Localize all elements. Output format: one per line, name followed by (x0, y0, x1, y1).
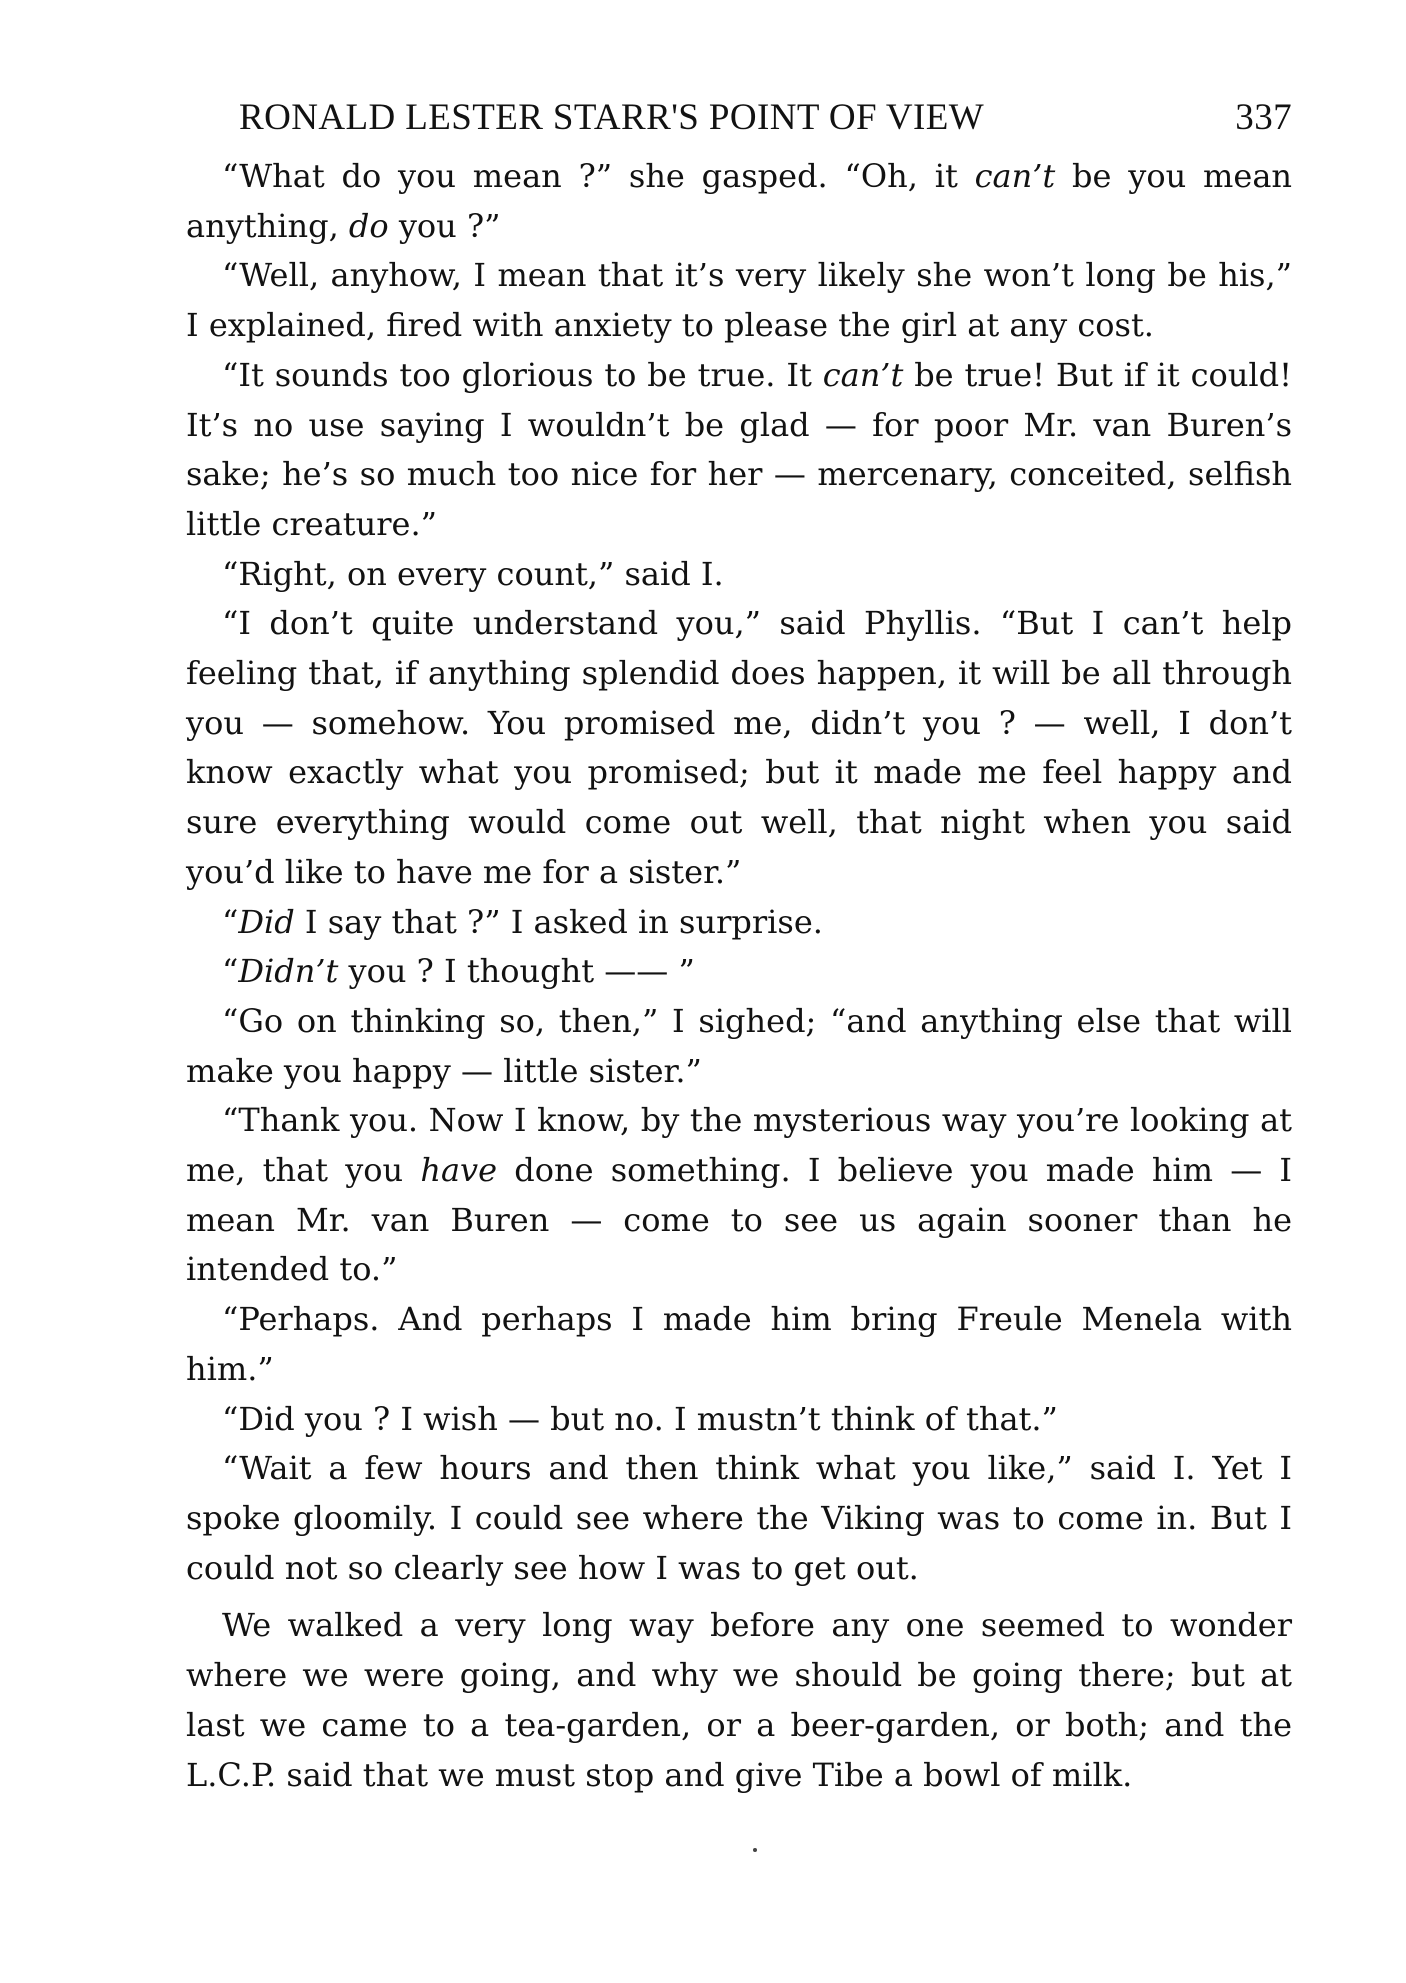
italic-text: can’t (822, 355, 904, 394)
italic-text: do (348, 206, 389, 245)
book-page (186, 96, 1292, 1956)
paragraph (186, 898, 1292, 948)
print-speck (753, 1848, 757, 1852)
paragraph (186, 1096, 1292, 1295)
paragraph (186, 947, 1292, 997)
text-run: done something. I believe you made him — I mean Mr. van Buren — come to see us again sooner than he intended to.” (186, 1151, 1293, 1289)
text-run: “Right, on every count,” said I. (222, 554, 724, 593)
text-run: “ (222, 902, 239, 941)
running-title: RONALD LESTER STARR'S POINT OF VIEW (239, 97, 985, 138)
paragraph (186, 1295, 1292, 1394)
paragraph (186, 351, 1292, 550)
running-header (186, 96, 1292, 146)
italic-text: have (420, 1151, 498, 1190)
paragraph (186, 1395, 1292, 1445)
paragraph (186, 251, 1292, 350)
paragraph (186, 1444, 1292, 1593)
text-run: you ? I thought —— ” (338, 952, 695, 991)
text-run: “Perhaps. And perhaps I made him bring Freule Menela with him.” (186, 1300, 1292, 1388)
italic-text: Did (238, 902, 295, 941)
paragraph (186, 1601, 1292, 1800)
text-run: be you mean anything, (186, 157, 1293, 245)
text-run: “Wait a few hours and then think what you like,” said I. Yet I spoke gloomily. I could see where the Viking was to come in. But I could not so clearly see how I was to get out. (186, 1449, 1292, 1587)
text-run: “What do you mean ?” she gasped. “Oh, it (222, 157, 975, 195)
paragraph (186, 997, 1292, 1096)
text-run: “Go on thinking so, then,” I sighed; “and anything else that will make you happy — little sister.” (186, 1001, 1292, 1090)
paragraph (186, 599, 1292, 897)
text-run: “ (222, 952, 239, 991)
text-run: “Did you ? I wish — but no. I mustn’t think of that.” (222, 1399, 1058, 1438)
text-run: “Thank you. Now I know, by the mysterious way you’re looking at me, that you (186, 1101, 1292, 1190)
italic-text: can’t (974, 157, 1056, 195)
text-run: be true! But if it could! It’s no use saying I wouldn’t be glad — for poor Mr. van Buren’s sake; he’s so much too nice for her — mercenary, conceited, selfish little creature.” (186, 355, 1293, 543)
text-run: you ?” (388, 206, 501, 245)
paragraph (186, 152, 1292, 251)
paragraph (186, 550, 1292, 600)
italic-text: Didn’t (238, 952, 339, 991)
text-run: “I don’t quite understand you,” said Phyllis. “But I can’t help feeling that, if anything splendid does happen, it will be all through you — somehow. You promised me, didn’t you ? — well, I don’t know exactly what you promised; but it made me feel happy and sure everything would come out well, that night when you said you’d like to have me for a sister.” (186, 604, 1292, 891)
body-text (186, 152, 1292, 1800)
text-run: “It sounds too glorious to be true. It (222, 355, 823, 394)
text-run: We walked a very long way before any one seemed to wonder where we were going, and why we should be going there; but at last we came to a tea-garden, or a beer-garden, or both; and the L.C.P. said that we must stop and give Tibe a bowl of milk. (186, 1606, 1292, 1794)
text-run: I say that ?” I asked in surprise. (294, 902, 823, 941)
text-run: “Well, anyhow, I mean that it’s very likely she won’t long be his,” I explained, fired with anxiety to please the girl at any cost. (186, 256, 1292, 345)
page-number: 337 (1235, 97, 1292, 138)
